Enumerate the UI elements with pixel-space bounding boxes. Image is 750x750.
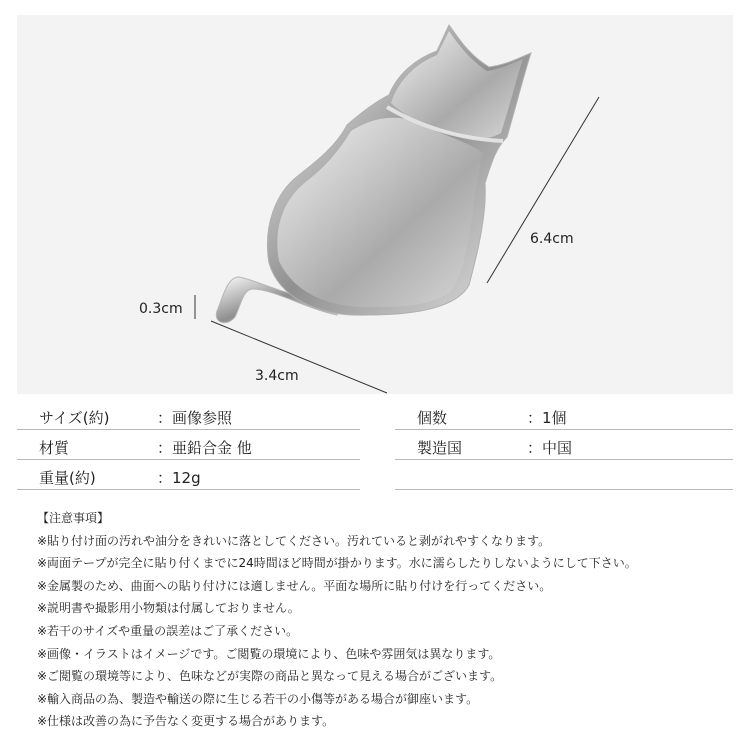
spec-label: 製造国 xyxy=(417,439,463,457)
note-item: ※ご閲覧の環境等により、色味などが実際の商品と異なって見える場合がございます。 xyxy=(37,669,503,684)
note-item: ※若干のサイズや重量の誤差はご了承ください。 xyxy=(37,623,299,638)
spec-row-empty xyxy=(395,462,733,490)
cat-emblem-illustration xyxy=(17,15,733,394)
spec-table xyxy=(17,400,733,492)
note-item: ※仕様は改善の為に予告なく変更する場合があります。 xyxy=(37,714,335,729)
note-item: ※両面テープが完全に貼り付くまでに24時間ほど時間が掛かります。水に濡らしたりしないようにして下さい。 xyxy=(37,556,637,571)
dimension-line-width xyxy=(211,321,387,393)
spec-label: サイズ(約) xyxy=(39,409,110,427)
notes-heading: 【注意事項】 xyxy=(37,511,110,525)
spec-row-country xyxy=(395,432,733,460)
length-label: 6.4cm xyxy=(530,231,574,247)
note-item: ※輸入商品の為、製造や輸送の際に生じる若干の小傷等がある場合が御座います。 xyxy=(37,691,479,706)
spec-label: 重量(約) xyxy=(39,469,96,487)
note-item: ※貼り付け面の汚れや油分をきれいに落としてください。汚れていると剥がれやすくなります。 xyxy=(37,533,551,548)
spec-label: 個数 xyxy=(417,409,448,427)
product-photo xyxy=(17,15,733,394)
spec-row-quantity xyxy=(395,402,733,430)
notes-section xyxy=(37,507,717,733)
spec-value: ：中国 xyxy=(527,439,573,457)
spec-value: ：亜鉛合金 他 xyxy=(157,439,252,457)
spec-label: 材質 xyxy=(39,439,70,457)
spec-row-weight xyxy=(17,462,360,490)
width-label: 3.4cm xyxy=(255,368,299,384)
spec-row-material xyxy=(17,432,360,460)
note-item: ※説明書や撮影用小物類は付属しておりません。 xyxy=(37,601,300,616)
spec-value: ：12g xyxy=(157,469,201,487)
spec-row-size xyxy=(17,402,360,430)
spec-value: ：1個 xyxy=(527,409,567,427)
cat-body xyxy=(277,118,483,307)
thickness-label: 0.3cm xyxy=(139,301,183,317)
spec-value: ：画像参照 xyxy=(157,409,233,427)
note-item: ※金属製のため、曲面への貼り付けには適しません。平面な場所に貼り付けを行ってください。 xyxy=(37,578,552,593)
note-item: ※画像・イラストはイメージです。ご閲覧の環境により、色味や雰囲気は異なります。 xyxy=(37,646,501,661)
